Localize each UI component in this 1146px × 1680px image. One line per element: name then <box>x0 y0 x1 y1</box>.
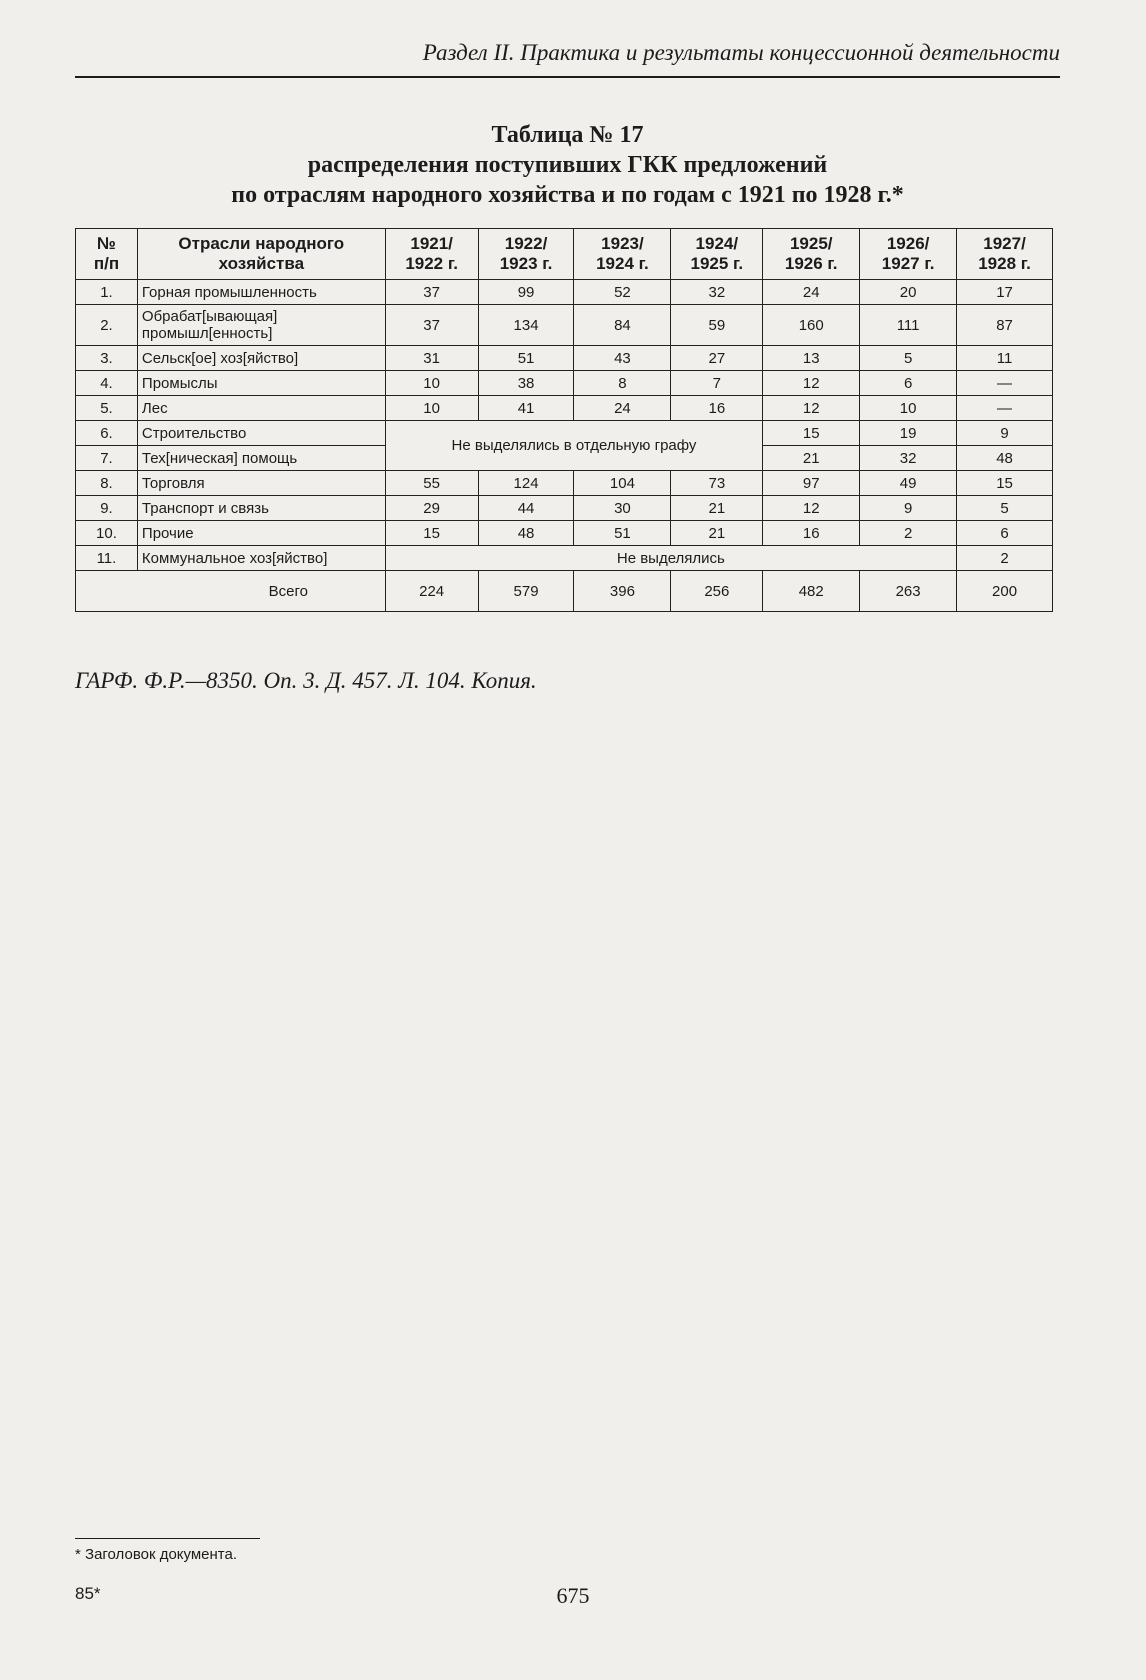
row-branch: Транспорт и связь <box>137 496 385 521</box>
row-num: 9. <box>76 496 138 521</box>
row-num: 5. <box>76 396 138 421</box>
table-row <box>76 305 1053 346</box>
row-branch: Обрабат[ывающая] промышл[енность] <box>137 305 385 346</box>
cell-value: 134 <box>478 305 574 346</box>
table-row <box>76 496 1053 521</box>
not-separated-note: Не выделялись в отдельную графу <box>385 421 763 471</box>
cell-value: 84 <box>574 305 671 346</box>
row-branch: Сельск[ое] хоз[яйство] <box>137 346 385 371</box>
cell-value: 111 <box>860 305 957 346</box>
cell-value: 5 <box>957 496 1053 521</box>
cell-value: 51 <box>574 521 671 546</box>
footnote-divider <box>75 1538 260 1539</box>
cell-value: 37 <box>385 280 478 305</box>
cell-value: 5 <box>860 346 957 371</box>
total-value: 482 <box>763 571 860 612</box>
cell-value: 30 <box>574 496 671 521</box>
header-year-5: 1925/ 1926 г. <box>763 229 860 280</box>
cell-value: 12 <box>763 496 860 521</box>
row-branch: Коммунальное хоз[яйство] <box>137 546 385 571</box>
total-label: Всего <box>76 571 386 612</box>
cell-value: 87 <box>957 305 1053 346</box>
table-title-number: Таблица № 17 <box>491 122 644 148</box>
cell-value: 51 <box>478 346 574 371</box>
row-num: 4. <box>76 371 138 396</box>
header-year-7: 1927/ 1928 г. <box>957 229 1053 280</box>
cell-value: 99 <box>478 280 574 305</box>
row-branch: Торговля <box>137 471 385 496</box>
total-value: 579 <box>478 571 574 612</box>
cell-value: 41 <box>478 396 574 421</box>
table-title <box>75 120 1060 210</box>
cell-value: 21 <box>671 521 763 546</box>
cell-value: 13 <box>763 346 860 371</box>
row-num: 8. <box>76 471 138 496</box>
cell-value: 124 <box>478 471 574 496</box>
cell-value: — <box>957 371 1053 396</box>
header-num: № п/п <box>76 229 138 280</box>
cell-value: 15 <box>385 521 478 546</box>
row-num: 10. <box>76 521 138 546</box>
cell-value: 32 <box>860 446 957 471</box>
cell-value: 160 <box>763 305 860 346</box>
cell-value: 9 <box>957 421 1053 446</box>
table-row <box>76 346 1053 371</box>
cell-value: 48 <box>478 521 574 546</box>
cell-value: 43 <box>574 346 671 371</box>
proposals-table <box>75 228 1053 612</box>
cell-value: 15 <box>763 421 860 446</box>
cell-value: 49 <box>860 471 957 496</box>
total-value: 224 <box>385 571 478 612</box>
row-branch: Горная промышленность <box>137 280 385 305</box>
cell-value: 24 <box>763 280 860 305</box>
cell-value: 97 <box>763 471 860 496</box>
cell-value: 29 <box>385 496 478 521</box>
row-branch: Прочие <box>137 521 385 546</box>
cell-value: 12 <box>763 396 860 421</box>
header-year-6: 1926/ 1927 г. <box>860 229 957 280</box>
cell-value: 15 <box>957 471 1053 496</box>
page-number: 675 <box>556 1583 590 1608</box>
header-year-1: 1921/ 1922 г. <box>385 229 478 280</box>
cell-value: — <box>957 396 1053 421</box>
row-branch: Лес <box>137 396 385 421</box>
cell-value: 44 <box>478 496 574 521</box>
cell-value: 11 <box>957 346 1053 371</box>
cell-value: 59 <box>671 305 763 346</box>
table-row <box>76 471 1053 496</box>
cell-value: 37 <box>385 305 478 346</box>
table-header-row <box>76 229 1053 280</box>
not-separated-short-note: Не выделялись <box>385 546 956 571</box>
cell-value: 21 <box>671 496 763 521</box>
cell-value: 10 <box>860 396 957 421</box>
cell-value: 2 <box>957 546 1053 571</box>
total-value: 396 <box>574 571 671 612</box>
header-year-4: 1924/ 1925 г. <box>671 229 763 280</box>
cell-value: 8 <box>574 371 671 396</box>
cell-value: 55 <box>385 471 478 496</box>
cell-value: 73 <box>671 471 763 496</box>
cell-value: 48 <box>957 446 1053 471</box>
cell-value: 19 <box>860 421 957 446</box>
total-value: 200 <box>957 571 1053 612</box>
header-year-2: 1922/ 1923 г. <box>478 229 574 280</box>
cell-value: 24 <box>574 396 671 421</box>
row-branch: Строительство <box>137 421 385 446</box>
cell-value: 21 <box>763 446 860 471</box>
table-row <box>76 546 1053 571</box>
row-num: 3. <box>76 346 138 371</box>
header-year-3: 1923/ 1924 г. <box>574 229 671 280</box>
cell-value: 9 <box>860 496 957 521</box>
archive-source-reference: ГАРФ. Ф.Р.—8350. Оп. 3. Д. 457. Л. 104. Копия. <box>75 668 537 693</box>
table-row <box>76 371 1053 396</box>
cell-value: 27 <box>671 346 763 371</box>
cell-value: 16 <box>671 396 763 421</box>
cell-value: 38 <box>478 371 574 396</box>
table-total-row <box>76 571 1053 612</box>
row-branch: Промыслы <box>137 371 385 396</box>
row-num: 1. <box>76 280 138 305</box>
cell-value: 32 <box>671 280 763 305</box>
sheet-signature-mark: 85* <box>75 1584 101 1603</box>
cell-value: 10 <box>385 396 478 421</box>
cell-value: 2 <box>860 521 957 546</box>
row-num: 6. <box>76 421 138 446</box>
cell-value: 6 <box>860 371 957 396</box>
row-num: 7. <box>76 446 138 471</box>
table-title-line2: распределения поступивших ГКК предложений <box>307 152 828 178</box>
table-row <box>76 396 1053 421</box>
table-row <box>76 521 1053 546</box>
cell-value: 6 <box>957 521 1053 546</box>
cell-value: 10 <box>385 371 478 396</box>
row-num: 11. <box>76 546 138 571</box>
cell-value: 52 <box>574 280 671 305</box>
cell-value: 16 <box>763 521 860 546</box>
table-row <box>76 421 1053 446</box>
cell-value: 104 <box>574 471 671 496</box>
cell-value: 12 <box>763 371 860 396</box>
total-value: 263 <box>860 571 957 612</box>
cell-value: 7 <box>671 371 763 396</box>
running-header: Раздел II. Практика и результаты концессионной деятельности <box>422 40 1060 65</box>
table-row <box>76 280 1053 305</box>
table-title-line3: по отраслям народного хозяйства и по годам с 1921 по 1928 г.* <box>231 182 904 208</box>
cell-value: 20 <box>860 280 957 305</box>
header-divider <box>75 76 1060 78</box>
row-num: 2. <box>76 305 138 346</box>
footnote: * Заголовок документа. <box>75 1546 238 1563</box>
header-branch: Отрасли народного хозяйства <box>137 229 385 280</box>
cell-value: 31 <box>385 346 478 371</box>
cell-value: 17 <box>957 280 1053 305</box>
row-branch: Тех[ническая] помощь <box>137 446 385 471</box>
total-value: 256 <box>671 571 763 612</box>
